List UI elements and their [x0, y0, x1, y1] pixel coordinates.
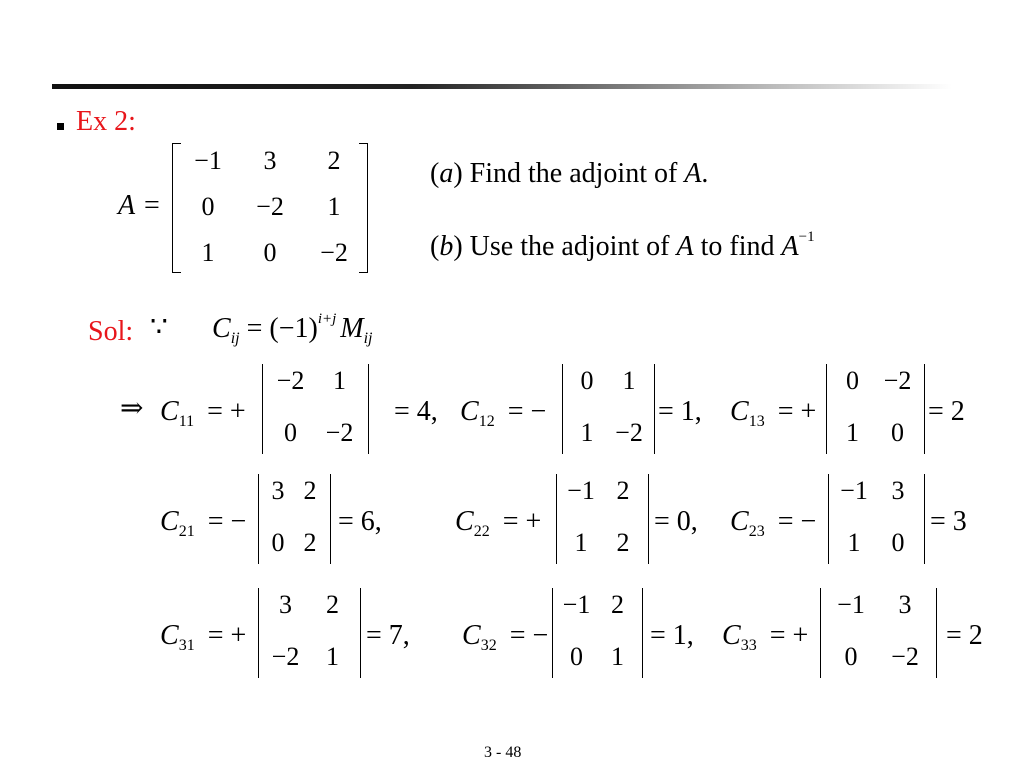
- cofactor-result: = 2: [946, 620, 983, 651]
- determinant-entry: 1: [580, 418, 594, 447]
- determinant-entry: −2: [615, 418, 643, 447]
- determinant-entry: 0: [580, 366, 594, 395]
- cofactor-label: $C_{31}$ = +: [160, 620, 247, 654]
- determinant-entry: 3: [898, 590, 912, 619]
- determinant-bar-right: [654, 364, 655, 454]
- determinant-bar-right: [924, 474, 925, 564]
- matrix-entry: 1: [327, 192, 341, 221]
- determinant-entry: 1: [326, 642, 339, 671]
- determinant-entry: 2: [303, 528, 317, 557]
- determinant-entry: 0: [891, 418, 904, 447]
- cofactor-result: = 2: [928, 396, 965, 427]
- determinant-bar-left: [828, 474, 829, 564]
- determinant-bar-right: [924, 364, 925, 454]
- matrix-name: A: [118, 190, 136, 221]
- determinant-bar-left: [826, 364, 827, 454]
- determinant-entries: [556, 592, 638, 670]
- determinant-bar-right: [642, 588, 643, 678]
- cofactor-label: $C_{13}$ = +: [730, 396, 817, 430]
- determinant-entry: 1: [847, 528, 861, 557]
- determinant-entry: 0: [570, 642, 583, 671]
- determinant-entry: 3: [279, 590, 292, 619]
- determinant-entries: [830, 368, 920, 446]
- determinant-bar-left: [820, 588, 821, 678]
- determinant-entry: −2: [276, 366, 305, 395]
- matrix-entry: 3: [263, 146, 277, 175]
- determinant-entry: 0: [284, 418, 297, 447]
- determinant-entry: −2: [325, 418, 354, 447]
- determinant-bar-right: [368, 364, 369, 454]
- determinant-entry: −2: [891, 642, 919, 671]
- determinant-bar-right: [648, 474, 649, 564]
- cofactor-label: $C_{32}$ = −: [462, 620, 549, 654]
- determinant-entries: [832, 478, 920, 556]
- determinant-entry: 3: [271, 476, 285, 505]
- matrix-entries: [178, 148, 366, 266]
- cofactor-label: $C_{12}$ = −: [460, 396, 547, 430]
- determinant-bar-left: [562, 364, 563, 454]
- task-b: (b) Use the adjoint of A to find $A^{-1}$: [430, 229, 815, 262]
- determinant-bar-right: [360, 588, 361, 678]
- determinant-bar-left: [556, 474, 557, 564]
- determinant-bar-left: [552, 588, 553, 678]
- determinant-entry: −2: [271, 642, 300, 671]
- cofactor-formula: $C_{ij} = (-1)^{i+j}$ $M_{ij}$: [212, 311, 373, 347]
- cofactor-label: $C_{11}$ = +: [160, 396, 246, 430]
- cofactor-label: $C_{23}$ = −: [730, 506, 817, 540]
- determinant-entry: 3: [891, 476, 905, 505]
- determinant-entry: 0: [844, 642, 858, 671]
- determinant-entry: 0: [846, 366, 859, 395]
- title-rule: [52, 84, 952, 89]
- determinant-entries: [560, 478, 644, 556]
- matrix-entry: 1: [201, 238, 215, 267]
- determinant-entries: [262, 478, 326, 556]
- cofactor-result: = 1,: [650, 620, 694, 651]
- matrix-entry: −2: [256, 192, 284, 221]
- determinant-bar-left: [258, 588, 259, 678]
- determinant-entry: 2: [303, 476, 317, 505]
- determinant-entry: −1: [567, 476, 595, 505]
- determinant-bar-right: [330, 474, 331, 564]
- determinant-entry: 0: [271, 528, 285, 557]
- determinant-entries: [824, 592, 932, 670]
- cofactor-result: = 0,: [654, 506, 698, 537]
- determinant-entry: 1: [611, 642, 624, 671]
- bullet-icon: [57, 123, 64, 130]
- cofactor-result: = 1,: [658, 396, 702, 427]
- solution-label: Sol:: [88, 316, 134, 347]
- cofactor-label: $C_{22}$ = +: [455, 506, 542, 540]
- cofactor-result: = 6,: [338, 506, 382, 537]
- determinant-entry: 0: [891, 528, 905, 557]
- matrix-entry: 0: [201, 192, 215, 221]
- cofactor-result: = 7,: [366, 620, 410, 651]
- determinant-bar-left: [258, 474, 259, 564]
- matrix-equals: =: [144, 190, 160, 221]
- determinant-entry: −1: [837, 590, 865, 619]
- determinant-entries: [262, 592, 356, 670]
- implies-symbol: ⇒: [120, 393, 144, 424]
- task-a: (a) Find the adjoint of A.: [430, 158, 709, 189]
- cofactor-label: $C_{33}$ = +: [722, 620, 809, 654]
- determinant-entry: 1: [622, 366, 636, 395]
- cofactor-result: = 4,: [394, 396, 438, 427]
- matrix-entry: 0: [263, 238, 277, 267]
- determinant-entry: −1: [562, 590, 591, 619]
- determinant-entries: [266, 368, 364, 446]
- determinant-entry: −1: [840, 476, 868, 505]
- determinant-bar-left: [262, 364, 263, 454]
- matrix-entry: −1: [194, 146, 222, 175]
- determinant-entry: 2: [611, 590, 624, 619]
- determinant-entry: 2: [616, 476, 630, 505]
- determinant-entry: 2: [326, 590, 339, 619]
- determinant-bar-right: [936, 588, 937, 678]
- determinant-entry: 1: [333, 366, 346, 395]
- cofactor-label: $C_{21}$ = −: [160, 506, 247, 540]
- page-number: 3 - 48: [484, 744, 522, 761]
- matrix-entry: 2: [327, 146, 341, 175]
- because-symbol: ∵: [150, 312, 168, 343]
- determinant-entry: 1: [846, 418, 859, 447]
- determinant-entry: −2: [883, 366, 912, 395]
- determinant-entry: 2: [616, 528, 630, 557]
- determinant-entry: 1: [574, 528, 588, 557]
- cofactor-result: = 3: [930, 506, 967, 537]
- matrix-entry: −2: [320, 238, 348, 267]
- example-label: Ex 2:: [76, 106, 136, 137]
- determinant-entries: [566, 368, 650, 446]
